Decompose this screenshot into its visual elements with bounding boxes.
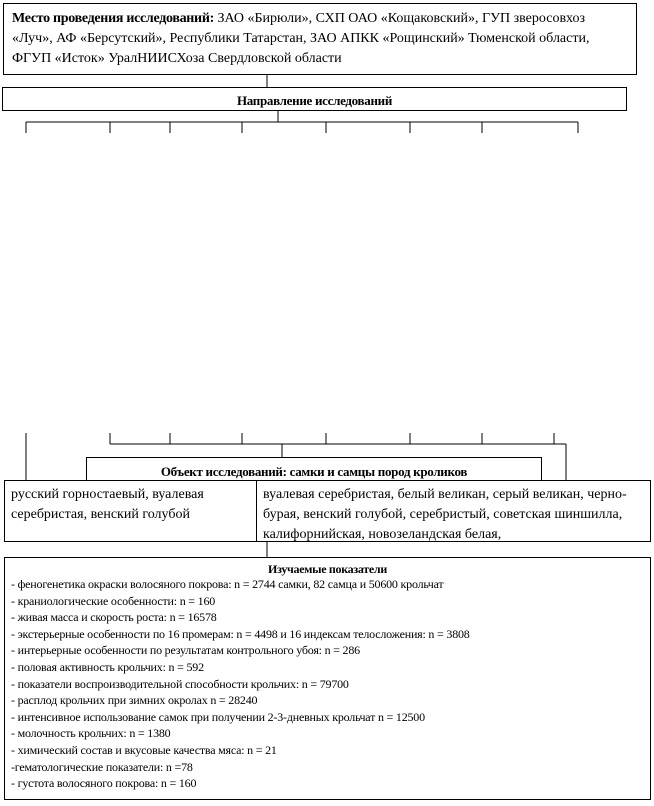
place-label: Место проведения исследований:: [12, 11, 214, 26]
indicator-item: - половая активность крольчих: n = 592: [11, 659, 204, 674]
indicator-item: -гематологические показатели: n =78: [11, 759, 193, 774]
indicator-item: - интерьерные особенности по результатам контрольного убоя: n = 286: [11, 643, 360, 658]
indicator-item: - расплод крольчих при зимних окролах n = 28240: [11, 693, 258, 708]
breeds-right-box: [256, 480, 651, 542]
indicators-title: Изучаемые показатели: [268, 562, 387, 576]
indicator-item: - молочность крольчих: n = 1380: [11, 726, 171, 741]
indicator-item: - густота волосяного покрова: n = 160: [11, 776, 197, 791]
indicator-item: - интенсивное использование самок при получении 2-3-дневных крольчат n = 12500: [11, 709, 425, 724]
place-text: ЗАО «Бирюли», СХП ОАО «Кощаковский», ГУП зверосовхоз «Луч», АФ «Берсутский», Республики Татарстан, ЗАО АПКК «Рощинский» Тюменской области, ФГУП «Исток» УралНИИСХоза Свердловской области: [12, 11, 590, 66]
indicator-item: - показатели воспроизводительной способности крольчих: n = 79700: [11, 676, 349, 691]
direction-box: [2, 87, 627, 111]
indicator-item: - экстерьерные особенности по 16 промерам: n = 4498 и 16 индексам телосложения: n = 3808: [11, 626, 470, 641]
indicator-item: - химический состав и вкусовые качества мяса: n = 21: [11, 742, 277, 757]
indicators-box: [4, 557, 651, 800]
indicator-item: - живая масса и скорость роста: n = 16578: [11, 610, 217, 625]
indicators-list: [11, 576, 644, 792]
object-box: [86, 457, 542, 481]
indicator-item: - феногенетика окраски волосяного покрова: n = 2744 самки, 82 самца и 50600 крольчат: [11, 577, 444, 591]
indicator-item: - краниологические особенности: n = 160: [11, 593, 216, 608]
breeds-left-text: русский горностаевый, вуалевая серебристая, венский голубой: [11, 487, 204, 522]
object-title: Объект исследований: самки и самцы пород кроликов: [160, 464, 468, 479]
place-box: [3, 3, 637, 75]
breeds-right-text: вуалевая серебристая, белый великан, серый великан, черно-бурая, венский голубой, серебристый, советская шиншилла, калифорнийская, новозеландская белая,: [263, 487, 627, 542]
direction-title: Направление исследований: [236, 93, 393, 108]
breeds-left-box: [4, 480, 257, 542]
